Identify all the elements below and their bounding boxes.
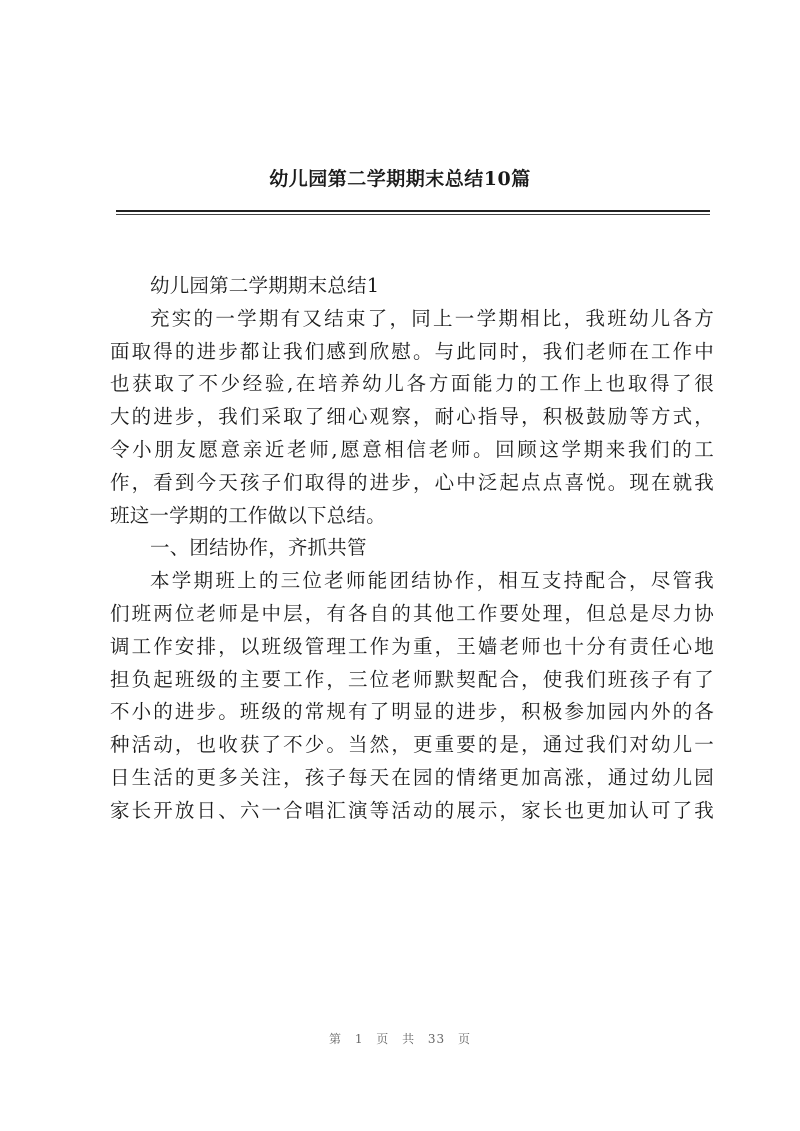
- text-line: 本学期班上的三位老师能团结协作，相互支持配合，尽管我: [150, 569, 714, 593]
- text-line: 幼儿园第二学期期末总结1: [150, 274, 380, 297]
- text-line: 种活动，也收获了不少。当然，更重要的是，通过我们对幼儿一: [110, 733, 714, 757]
- title-rule-thin: [116, 214, 710, 215]
- text-line: 充实的一学期有又结束了，同上一学期相比，我班幼儿各方: [150, 306, 714, 330]
- page-footer: 第 1 页 共 33 页: [329, 1032, 471, 1046]
- text-line: 令小朋友愿意亲近老师,愿意相信老师。回顾这学期来我们的工: [110, 437, 714, 461]
- text-line: 家长开放日、六一合唱汇演等活动的展示，家长也更加认可了我: [110, 798, 714, 822]
- text-line: 调工作安排，以班级管理工作为重，王嫱老师也十分有责任心地: [110, 634, 714, 658]
- document-body: [110, 270, 714, 828]
- text-line: 也获取了不少经验,在培养幼儿各方面能力的工作上也取得了很: [110, 372, 714, 396]
- text-line: 面取得的进步都让我们感到欣慰。与此同时，我们老师在工作中: [110, 339, 714, 363]
- title-rule-thick: [116, 210, 710, 212]
- text-line: 们班两位老师是中层，有各自的其他工作要处理，但总是尽力协: [110, 601, 714, 625]
- text-line: 班这一学期的工作做以下总结。: [110, 503, 386, 527]
- text-line: 不小的进步。班级的常规有了明显的进步，积极参加园内外的各: [110, 700, 714, 724]
- text-line: 日生活的更多关注，孩子每天在园的情绪更加高涨，通过幼儿园: [110, 765, 714, 789]
- text-line: 一、团结协作，齐抓共管: [150, 536, 367, 560]
- text-line: 作，看到今天孩子们取得的进步，心中泛起点点喜悦。现在就我: [110, 470, 714, 494]
- text-line: 大的进步，我们采取了细心观察，耐心指导，积极鼓励等方式，: [110, 405, 714, 429]
- page-title: 幼儿园第二学期期末总结10篇: [269, 168, 531, 190]
- text-line: 担负起班级的主要工作，三位老师默契配合，使我们班孩子有了: [110, 667, 714, 691]
